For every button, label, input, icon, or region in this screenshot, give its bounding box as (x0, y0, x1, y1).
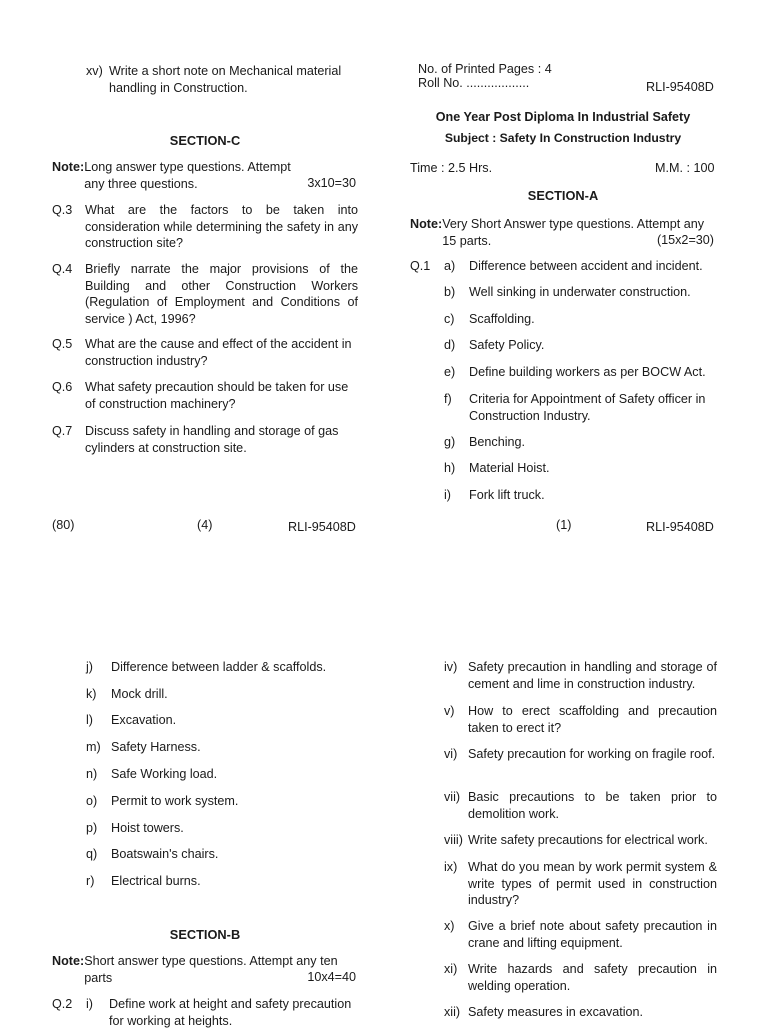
paper-title: One Year Post Diploma In Industrial Safety (435, 110, 691, 124)
max-marks: M.M. : 100 (655, 161, 715, 175)
note-label: Note: (410, 217, 443, 231)
item-label: f) (444, 392, 452, 406)
item-text: Define work at height and safety precaution for working at heights. (109, 997, 352, 1028)
exam-time: Time : 2.5 Hrs. (410, 161, 493, 175)
item-label: b) (444, 285, 456, 299)
item-text: What do you mean by work permit system & write types of permit used in construction industry? (468, 860, 717, 907)
item-text: Basic precautions to be taken prior to demolition work. (468, 790, 717, 821)
item-label: j) (86, 660, 93, 674)
paper-code: RLI-95408D (646, 80, 714, 94)
item-text: Safe Working load. (111, 767, 218, 781)
section-c-heading: SECTION-C (169, 133, 241, 148)
question-label: Q.4 (52, 262, 73, 276)
item-text: Scaffolding. (469, 312, 535, 326)
section-b-marks: 10x4=40 (307, 970, 356, 984)
item-label: x) (444, 919, 455, 933)
item-text: Difference between ladder & scaffolds. (111, 660, 327, 674)
question-text: Briefly narrate the major provisions of the Building and other Construction Workers (Regulation of Employment and Conditions of service ) Act, 1996? (85, 262, 358, 326)
item-text: Boatswain's chairs. (111, 847, 219, 861)
question-label: Q.3 (52, 203, 73, 217)
item-label: a) (444, 259, 456, 273)
item-text: Safety measures in excavation. (468, 1005, 644, 1019)
section-b-note (52, 953, 358, 987)
item-text: Well sinking in underwater construction. (469, 285, 691, 299)
section-b-heading: SECTION-B (169, 927, 241, 942)
footer-count: (80) (52, 518, 75, 532)
roll-number: Roll No. .................. (418, 76, 530, 90)
question-text: What safety precaution should be taken for use of construction machinery? (85, 380, 349, 411)
item-text: Write a short note on Mechanical material handling in Construction. (109, 64, 342, 95)
item-label: q) (86, 847, 98, 861)
note-label: Note: (52, 954, 85, 968)
item-label: d) (444, 338, 456, 352)
item-label: p) (86, 821, 98, 835)
question-label: Q.5 (52, 337, 73, 351)
question-label: Q.7 (52, 424, 73, 438)
item-label: vii) (444, 790, 461, 804)
footer-code: RLI-95408D (646, 520, 714, 534)
item-label: h) (444, 461, 456, 475)
item-text: Safety precaution in handling and storage of cement and lime in construction industry. (468, 660, 717, 691)
item-label: c) (444, 312, 455, 326)
note-text: Very Short Answer type questions. Attempt any 15 parts. (442, 217, 704, 248)
item-label: k) (86, 687, 97, 701)
item-label: l) (86, 713, 93, 727)
section-a-note (410, 216, 716, 250)
footer-code: RLI-95408D (288, 520, 356, 534)
item-label: o) (86, 794, 98, 808)
item-label: m) (86, 740, 101, 754)
item-label: xv) (86, 64, 103, 78)
footer-page-number: (1) (556, 518, 572, 532)
question-text: What are the cause and effect of the accident in construction industry? (85, 337, 352, 368)
item-text: Fork lift truck. (469, 488, 545, 502)
q2-label: Q.2 (52, 997, 73, 1011)
printed-pages: No. of Printed Pages : 4 (418, 62, 552, 76)
question-text: Discuss safety in handling and storage of gas cylinders at construction site. (85, 424, 339, 455)
item-text: How to erect scaffolding and precaution taken to erect it? (468, 704, 717, 735)
item-text: Criteria for Appointment of Safety officer in Construction Industry. (469, 392, 706, 423)
section-a-marks: (15x2=30) (656, 233, 714, 247)
item-text: Give a brief note about safety precaution in crane and lifting equipment. (468, 919, 717, 950)
item-text: Mock drill. (111, 687, 168, 701)
item-text: Excavation. (111, 713, 177, 727)
item-text: Benching. (469, 435, 526, 449)
item-label: vi) (444, 747, 458, 761)
item-text: Safety Harness. (111, 740, 201, 754)
question-label: Q.6 (52, 380, 73, 394)
item-label: xii) (444, 1005, 461, 1019)
item-label: r) (86, 874, 95, 888)
item-label: i) (86, 997, 93, 1011)
note-text: Long answer type questions. Attempt any three questions. (84, 160, 291, 191)
item-label: xi) (444, 962, 458, 976)
section-a-heading: SECTION-A (527, 188, 599, 203)
item-text: Write safety precautions for electrical work. (468, 833, 708, 847)
question-text: What are the factors to be taken into consideration while determining the safety in any construction site? (85, 203, 358, 250)
item-label: viii) (444, 833, 463, 847)
item-text: Permit to work system. (111, 794, 239, 808)
item-label: g) (444, 435, 456, 449)
q1-label: Q.1 (410, 259, 431, 273)
item-label: e) (444, 365, 456, 379)
item-label: n) (86, 767, 98, 781)
section-c-note (52, 159, 358, 193)
item-text: Hoist towers. (111, 821, 184, 835)
item-text: Safety precaution for working on fragile roof. (468, 747, 716, 761)
item-text: Electrical burns. (111, 874, 201, 888)
note-label: Note: (52, 160, 85, 174)
item-label: ix) (444, 860, 458, 874)
item-text: Safety Policy. (469, 338, 545, 352)
item-label: i) (444, 488, 451, 502)
item-text: Write hazards and safety precaution in welding operation. (468, 962, 717, 993)
section-c-marks: 3x10=30 (307, 176, 356, 190)
item-label: v) (444, 704, 455, 718)
paper-subject: Subject : Safety In Construction Industry (444, 131, 682, 145)
item-text: Material Hoist. (469, 461, 550, 475)
note-text: Short answer type questions. Attempt any ten parts (84, 954, 338, 985)
item-label: iv) (444, 660, 458, 674)
footer-page-number: (4) (197, 518, 213, 532)
item-text: Difference between accident and incident. (469, 259, 703, 273)
item-text: Define building workers as per BOCW Act. (469, 365, 706, 379)
